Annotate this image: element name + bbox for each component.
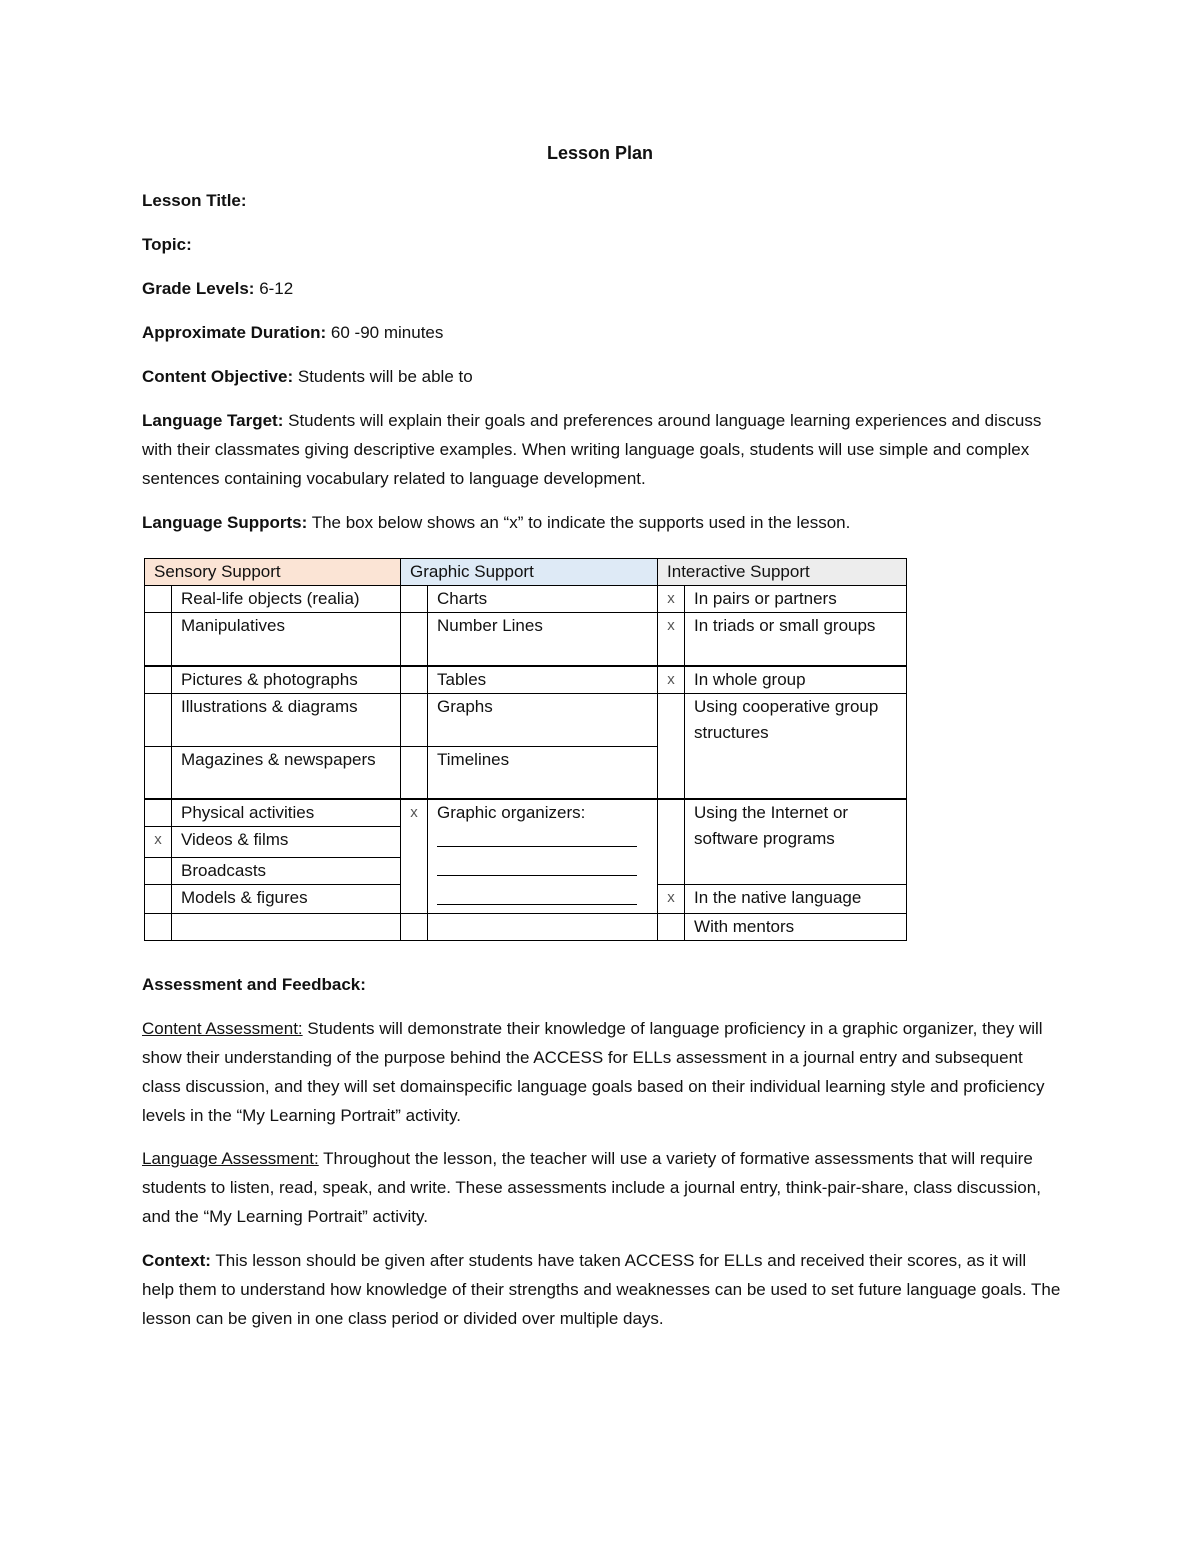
interactive-item: Using cooperative group structures <box>685 693 907 799</box>
assessment-label: Assessment and Feedback: <box>142 975 366 994</box>
graphic-mark <box>401 914 428 941</box>
graphic-item: Charts <box>428 586 658 613</box>
assessment-heading <box>142 970 1062 999</box>
table-row <box>145 914 907 941</box>
duration-label: Approximate Duration: <box>142 323 327 342</box>
interactive-item: With mentors <box>685 914 907 941</box>
blank-line <box>437 826 637 847</box>
grade-levels-label: Grade Levels: <box>142 279 255 298</box>
content-assessment-value: Students will demonstrate their knowledge of language proficiency in a graphic organizer, they will show their understanding of the purpose behind the ACCESS for ELLs assessment in a journal entry and subsequent class discussion, and they will set domainspecific language goals based on their individual learning style and proficiency levels in the “My Learning Portrait” activity. <box>142 1019 1045 1125</box>
language-target-value: Students will explain their goals and preferences around language learning experiences and discuss with their classmates giving descriptive examples. When writing language goals, students will use simple and complex sentences containing vocabulary related to language development. <box>142 411 1042 488</box>
interactive-mark: x <box>658 885 685 914</box>
sensory-item: Magazines & newspapers <box>172 746 401 799</box>
interactive-mark: x <box>658 586 685 613</box>
interactive-mark <box>658 914 685 941</box>
interactive-item: Using the Internet or software programs <box>685 799 907 885</box>
topic-label: Topic: <box>142 235 192 254</box>
sensory-item: Models & figures <box>172 885 401 914</box>
sensory-mark: x <box>145 827 172 858</box>
interactive-mark <box>658 799 685 885</box>
content-assessment-label: Content Assessment: <box>142 1019 303 1038</box>
table-row <box>145 666 907 694</box>
sensory-mark <box>145 885 172 914</box>
sensory-item: Broadcasts <box>172 858 401 885</box>
sensory-item: Real-life objects (realia) <box>172 586 401 613</box>
language-supports-field <box>142 508 1062 537</box>
interactive-item: In pairs or partners <box>685 586 907 613</box>
sensory-mark <box>145 914 172 941</box>
interactive-mark <box>658 693 685 799</box>
graphic-mark <box>401 666 428 694</box>
graphic-item: Timelines <box>428 746 658 799</box>
language-assessment-field <box>142 1144 1062 1231</box>
interactive-support-header: Interactive Support <box>658 559 907 586</box>
graphic-mark <box>401 586 428 613</box>
sensory-item <box>172 914 401 941</box>
duration-value: 60 -90 minutes <box>330 323 444 342</box>
sensory-mark <box>145 613 172 666</box>
content-assessment-field <box>142 1014 1062 1130</box>
page-title: Lesson Plan <box>546 143 654 163</box>
graphic-item <box>428 914 658 941</box>
sensory-support-header: Sensory Support <box>145 559 401 586</box>
interactive-mark: x <box>658 666 685 694</box>
lesson-title-label: Lesson Title: <box>142 191 247 210</box>
interactive-mark: x <box>658 613 685 666</box>
sensory-item: Physical activities <box>172 799 401 827</box>
sensory-mark <box>145 693 172 746</box>
language-assessment-label: Language Assessment: <box>142 1149 319 1168</box>
sensory-mark <box>145 666 172 694</box>
language-supports-label: Language Supports: <box>142 513 308 532</box>
sensory-item: Manipulatives <box>172 613 401 666</box>
graphic-mark <box>401 693 428 746</box>
grade-levels-value: 6-12 <box>259 279 294 298</box>
interactive-item: In triads or small groups <box>685 613 907 666</box>
content-objective-value: Students will be able to <box>297 367 473 386</box>
language-target-field <box>142 406 1062 493</box>
duration-field <box>142 318 1062 347</box>
graphic-mark <box>401 613 428 666</box>
topic-field <box>142 230 1062 259</box>
sensory-mark <box>145 586 172 613</box>
sensory-mark <box>145 858 172 885</box>
table-header-row <box>145 559 907 586</box>
table-row <box>145 693 907 746</box>
sensory-item: Illustrations & diagrams <box>172 693 401 746</box>
grade-levels-field <box>142 274 1062 303</box>
interactive-item: In whole group <box>685 666 907 694</box>
blank-line <box>437 855 637 876</box>
graphic-item <box>428 799 658 914</box>
sensory-mark <box>145 746 172 799</box>
graphic-item: Tables <box>428 666 658 694</box>
sensory-mark <box>145 799 172 827</box>
lesson-title-field <box>142 186 1062 215</box>
language-target-label: Language Target: <box>142 411 284 430</box>
language-assessment-value: Throughout the lesson, the teacher will use a variety of formative assessments that will require students to listen, read, speak, and write. These assessments include a journal entry, think-pair-share, class discussion, and the “My Learning Portrait” activity. <box>142 1149 1041 1226</box>
table-row <box>145 613 907 666</box>
graphic-organizers-label: Graphic organizers: <box>437 803 586 822</box>
graphic-support-header: Graphic Support <box>401 559 658 586</box>
context-label: Context: <box>142 1251 211 1270</box>
blank-line <box>437 884 637 905</box>
content-objective-label: Content Objective: <box>142 367 294 386</box>
table-row <box>145 799 907 827</box>
context-field <box>142 1246 1062 1333</box>
graphic-item: Graphs <box>428 693 658 746</box>
language-supports-table <box>144 558 907 941</box>
graphic-item: Number Lines <box>428 613 658 666</box>
sensory-item: Videos & films <box>172 827 401 858</box>
sensory-item: Pictures & photographs <box>172 666 401 694</box>
language-supports-value: The box below shows an “x” to indicate the supports used in the lesson. <box>311 513 851 532</box>
graphic-mark <box>401 746 428 799</box>
content-objective-field <box>142 362 1062 391</box>
table-row <box>145 586 907 613</box>
graphic-mark: x <box>401 799 428 914</box>
interactive-item: In the native language <box>685 885 907 914</box>
context-value: This lesson should be given after students have taken ACCESS for ELLs and received their scores, as it will help them to understand how knowledge of their strengths and weaknesses can be used to set future language goals. The lesson can be given in one class period or divided over multiple days. <box>142 1251 1061 1328</box>
